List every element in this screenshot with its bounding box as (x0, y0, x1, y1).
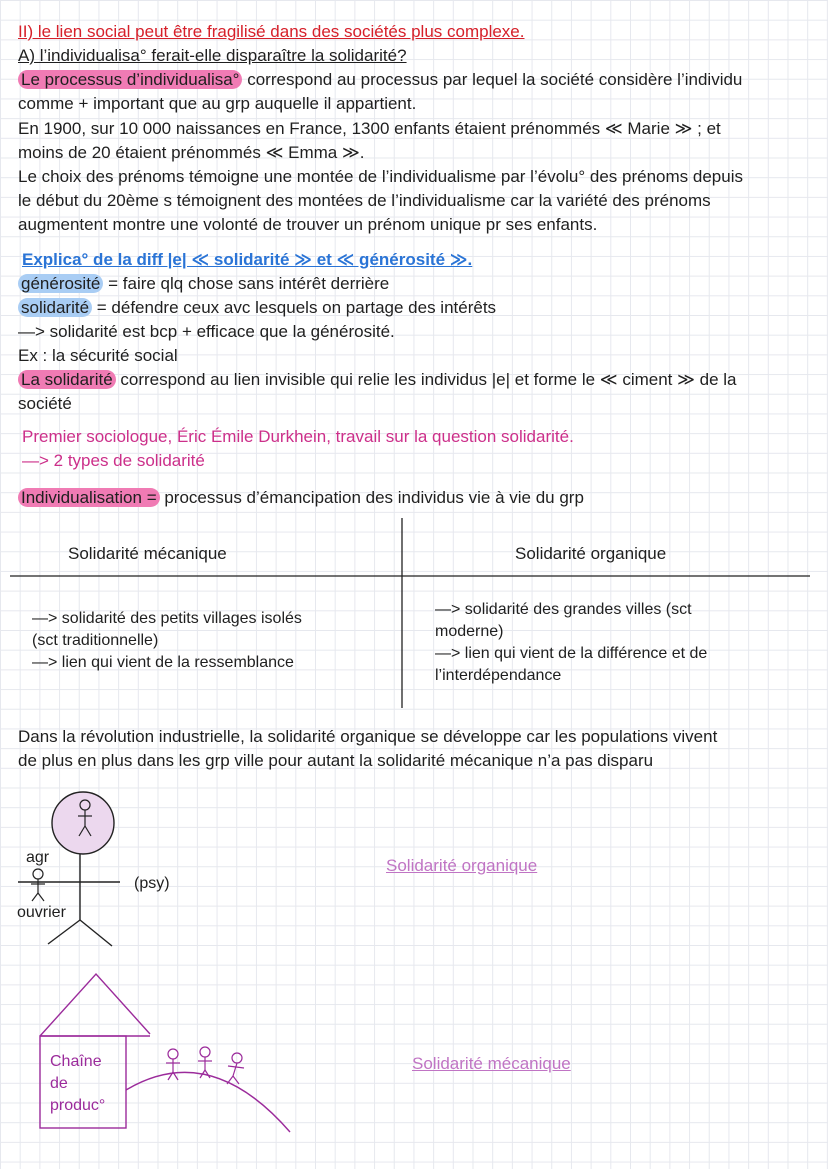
table-header-organic: Solidarité organique (515, 544, 667, 563)
explanation-heading: Explica° de la diff |e| ≪ solidarité ≫ et ≪ générosité ≫. (22, 250, 473, 269)
worker-person-icon (31, 869, 45, 901)
example-social-security: Ex : la sécurité social (18, 346, 178, 365)
durkheim-line-1: Premier sociologue, Éric Émile Durkhein, travail sur la question solidarité. (22, 427, 574, 446)
group-people-icon (166, 1047, 244, 1084)
table-right-line-4: l’interdépendance (435, 667, 562, 684)
table-left-line-2: (sct traditionnelle) (32, 632, 159, 649)
example-line-4: le début du 20ème s témoignent des montées de l’individualisme car la variété des prénoms (18, 191, 711, 210)
section-title: II) le lien social peut être fragilisé dans des sociétés plus complexe. (18, 22, 525, 41)
head-circle (52, 792, 114, 854)
house-text-line-3: produc° (50, 1097, 106, 1114)
example-line-2: moins de 20 étaient prénommés ≪ Emma ≫. (18, 143, 365, 162)
house-text-line-2: de (50, 1075, 68, 1092)
hill-curve (126, 1072, 290, 1132)
table-right-line-3: —> lien qui vient de la différence et de (435, 645, 708, 662)
table-left-line-3: —> lien qui vient de la ressemblance (32, 654, 294, 671)
mechanical-solidarity-label: Solidarité mécanique (412, 1054, 571, 1073)
solidarity-definition: = défendre ceux avc lesquels on partage des intérêts (92, 298, 497, 317)
table-left-line-1: —> solidarité des petits villages isolés (32, 610, 302, 627)
solidarity-definition-2: correspond au lien invisible qui relie les individus |e| et forme le ≪ ciment ≫ de la (115, 370, 737, 389)
table-right-line-1: —> solidarité des grandes villes (sct (435, 601, 692, 618)
table-header-mechanical: Solidarité mécanique (68, 544, 227, 563)
ouvrier-label: ouvrier (17, 904, 66, 921)
individualisation-definition: processus d’émancipation des individus vie à vie du grp (159, 488, 584, 507)
organic-solidarity-label: Solidarité organique (386, 856, 538, 875)
table-right-line-2: moderne) (435, 623, 504, 640)
conclusion-line-2: de plus en plus dans les grp ville pour autant la solidarité mécanique n’a pas disparu (18, 751, 654, 770)
durkheim-line-2: —> 2 types de solidarité (22, 451, 205, 470)
example-line-5: augmentent montre une volonté de trouver un prénom unique pr ses enfants. (18, 215, 598, 234)
solidarity-definition-line-2: société (18, 394, 72, 413)
individualisation-term: Individualisation = (18, 488, 160, 507)
conclusion-line-1: Dans la révolution industrielle, la solidarité organique se développe car les populations vivent (18, 727, 718, 746)
subsection-title: A) l’individualisa° ferait-elle disparaître la solidarité? (18, 46, 407, 65)
house-text-line-1: Chaîne (50, 1053, 102, 1070)
solidarity-term-2: La solidarité (18, 370, 116, 389)
solidarity-arrow-line: —> solidarité est bcp + efficace que la générosité. (18, 322, 395, 341)
generosity-term: générosité (18, 274, 103, 293)
psy-label: (psy) (134, 875, 170, 892)
example-line-1: En 1900, sur 10 000 naissances en France, 1300 enfants étaient prénommés ≪ Marie ≫ ; et (18, 119, 721, 138)
generosity-definition: = faire qlq chose sans intérêt derrière (103, 274, 390, 293)
solidarity-term: solidarité (18, 298, 92, 317)
intro-line-2: comme + important que au grp auquelle il appartient. (18, 94, 417, 113)
intro-definition: correspond au processus par lequel la société considère l’individu (242, 70, 743, 89)
individualisation-process-term: Le processus d’individualisa° (18, 70, 242, 89)
example-line-3: Le choix des prénoms témoigne une montée de l’individualisme par l’évolu° des prénoms depuis (18, 167, 743, 186)
agr-label: agr (26, 849, 50, 866)
